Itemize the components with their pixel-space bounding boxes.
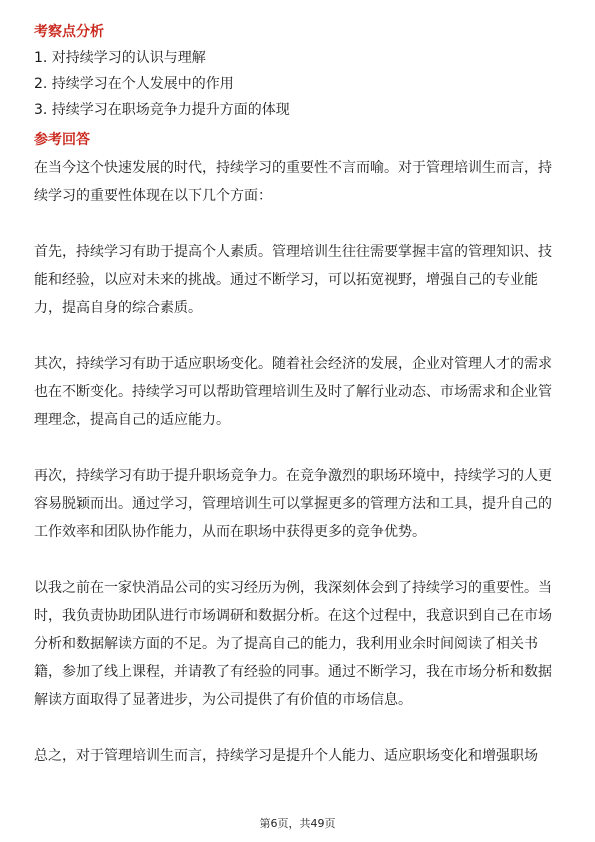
analysis-heading: 考察点分析 <box>34 24 104 40</box>
answer-paragraph: 其次，持续学习有助于适应职场变化。随着社会经济的发展，企业对管理人才的需求也在不断变化。持续学习可以帮助管理培训生及时了解行业动态、市场需求和企业管理理念，提高自己的适应能力。 <box>34 356 552 428</box>
answer-paragraph: 再次，持续学习有助于提升职场竞争力。在竞争激烈的职场环境中，持续学习的人更容易脱颖而出。通过学习，管理培训生可以掌握更多的管理方法和工具，提升自己的工作效率和团队协作能力，从而在职场中获得更多的竞争优势。 <box>34 468 552 540</box>
page-number: 第6页，共49页 <box>259 817 336 830</box>
answer-heading: 参考回答 <box>34 132 90 148</box>
answer-paragraph: 首先，持续学习有助于提高个人素质。管理培训生往往需要掌握丰富的管理知识、技能和经验，以应对未来的挑战。通过不断学习，可以拓宽视野，增强自己的专业能力，提高自身的综合素质。 <box>34 244 552 316</box>
analysis-point-2: 2. 持续学习在个人发展中的作用 <box>34 76 234 92</box>
document-page <box>34 22 564 770</box>
answer-paragraph: 总之，对于管理培训生而言，持续学习是提升个人能力、适应职场变化和增强职场 <box>34 748 538 764</box>
analysis-point-1: 1. 对持续学习的认识与理解 <box>34 50 206 66</box>
analysis-point-3: 3. 持续学习在职场竞争力提升方面的体现 <box>34 102 290 118</box>
answer-paragraph: 在当今这个快速发展的时代，持续学习的重要性不言而喻。对于管理培训生而言，持续学习的重要性体现在以下几个方面： <box>34 160 552 204</box>
answer-paragraph: 以我之前在一家快消品公司的实习经历为例，我深刻体会到了持续学习的重要性。当时，我负责协助团队进行市场调研和数据分析。在这个过程中，我意识到自己在市场分析和数据解读方面的不足。为了提高自己的能力，我利用业余时间阅读了相关书籍，参加了线上课程，并请教了有经验的同事。通过不断学习，我在市场分析和数据解读方面取得了显著进步，为公司提供了有价值的市场信息。 <box>34 580 552 708</box>
answer-body <box>34 154 564 770</box>
